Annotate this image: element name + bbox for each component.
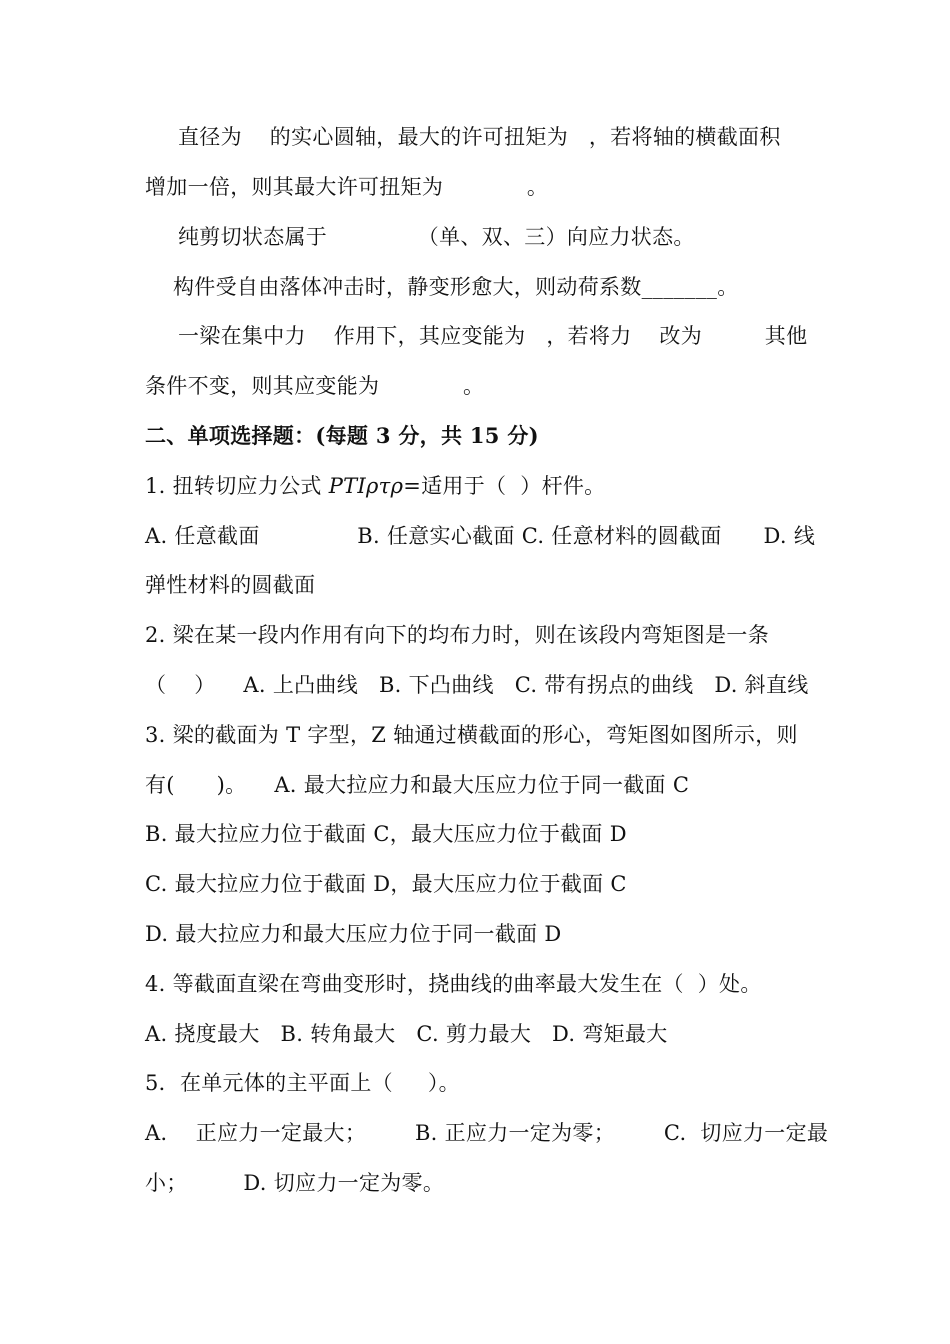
mc-q1-suffix: 适用于（ ）杆件。 [421, 474, 606, 498]
fill-in-q1-line2: 增加一倍，则其最大许可扭矩为 。 [145, 175, 549, 199]
mc-q1-prefix: 1. 扭转切应力公式 [145, 474, 329, 498]
mc-q3-option-d: D. 最大拉应力和最大压应力位于同一截面 D [145, 922, 562, 946]
mc-q3-option-a: 有( )。 A. 最大拉应力和最大压应力位于同一截面 C [145, 773, 690, 797]
fill-in-q2: 纯剪切状态属于 （单、双、三）向应力状态。 [178, 225, 695, 249]
mc-q5-options-line1: A． 正应力一定最大； B. 正应力一定为零； C. 切应力一定最 [145, 1121, 829, 1145]
mc-q5-options-line2: 小； D. 切应力一定为零。 [145, 1171, 445, 1195]
mc-q4-stem: 4. 等截面直梁在弯曲变形时，挠曲线的曲率最大发生在（ ）处。 [145, 972, 762, 996]
fill-in-q4-line1: 一梁在集中力 作用下，其应变能为 ，若将力 改为 其他 [178, 324, 808, 348]
mc-q3-stem: 3. 梁的截面为 T 字型，Z 轴通过横截面的形心，弯矩图如图所示，则 [145, 723, 798, 747]
mc-q1-options-line2: 弹性材料的圆截面 [145, 573, 316, 597]
mc-q3-option-c: C. 最大拉应力位于截面 D，最大压应力位于截面 C [145, 872, 627, 896]
fill-in-q1-line1: 直径为 的实心圆轴，最大的许可扭矩为 ，若将轴的横截面积 [178, 125, 781, 149]
mc-q2-options: （ ） A. 上凸曲线 B. 下凸曲线 C. 带有拐点的曲线 D. 斜直线 [145, 673, 809, 697]
section-heading: 二、单项选择题：(每题 3 分，共 15 分) [145, 423, 539, 448]
mc-q4-options: A. 挠度最大 B. 转角最大 C. 剪力最大 D. 弯矩最大 [145, 1022, 668, 1046]
mc-q2-stem: 2. 梁在某一段内作用有向下的均布力时，则在该段内弯矩图是一条 [145, 623, 770, 647]
mc-q1-stem [145, 472, 815, 500]
mc-q3-option-b: B. 最大拉应力位于截面 C，最大压应力位于截面 D [145, 822, 627, 846]
fill-in-q4-line2: 条件不变，则其应变能为 。 [145, 374, 485, 398]
fill-in-q3: 构件受自由落体冲击时，静变形愈大，则动荷系数_______。 [173, 275, 739, 299]
mc-q5-stem: 5．在单元体的主平面上（ ）。 [145, 1071, 460, 1095]
mc-q1-formula: PTIρτρ= [328, 474, 422, 498]
mc-q1-options-line1: A. 任意截面 B. 任意实心截面 C. 任意材料的圆截面 D. 线 [145, 524, 816, 548]
